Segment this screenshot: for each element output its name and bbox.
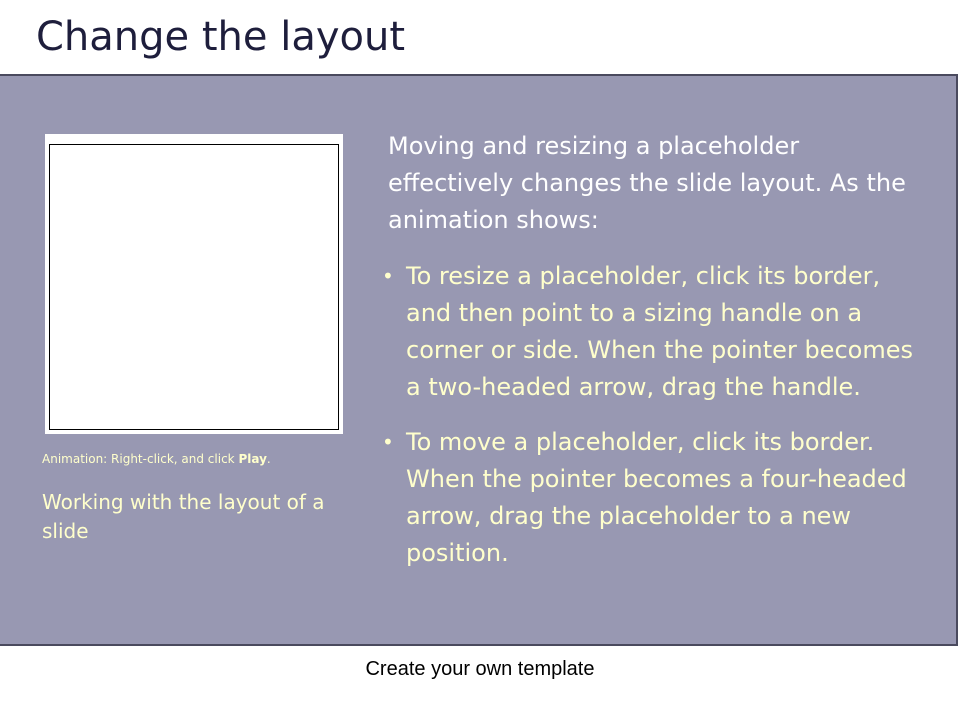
- footer-text: Create your own template: [365, 658, 595, 680]
- slide-title: Change the layout: [36, 14, 406, 60]
- bullet-item: [382, 258, 922, 406]
- bullet-dot-icon: •: [382, 430, 394, 454]
- animation-canvas[interactable]: [49, 144, 339, 430]
- animation-frame[interactable]: [45, 134, 343, 434]
- bullet-text: To resize a placeholder, click its border, and then point to a sizing handle on a corner or side. When the pointer becomes a two-headed arrow, drag the handle.: [406, 262, 913, 401]
- bullet-list: [382, 258, 922, 590]
- caption-prefix: Animation: Right-click, and click: [42, 452, 239, 466]
- caption-play: Play: [238, 452, 267, 466]
- caption-suffix: .: [266, 452, 271, 466]
- intro-text: Moving and resizing a placeholder effectively changes the slide layout. As the animation shows:: [388, 132, 906, 234]
- bullet-item: [382, 424, 922, 572]
- animation-caption: [42, 452, 271, 466]
- bullet-text: To move a placeholder, click its border. When the pointer becomes a four-headed arrow, drag the placeholder to a new position.: [406, 428, 907, 567]
- bullet-dot-icon: •: [382, 264, 394, 288]
- side-note: Working with the layout of a slide: [42, 490, 325, 543]
